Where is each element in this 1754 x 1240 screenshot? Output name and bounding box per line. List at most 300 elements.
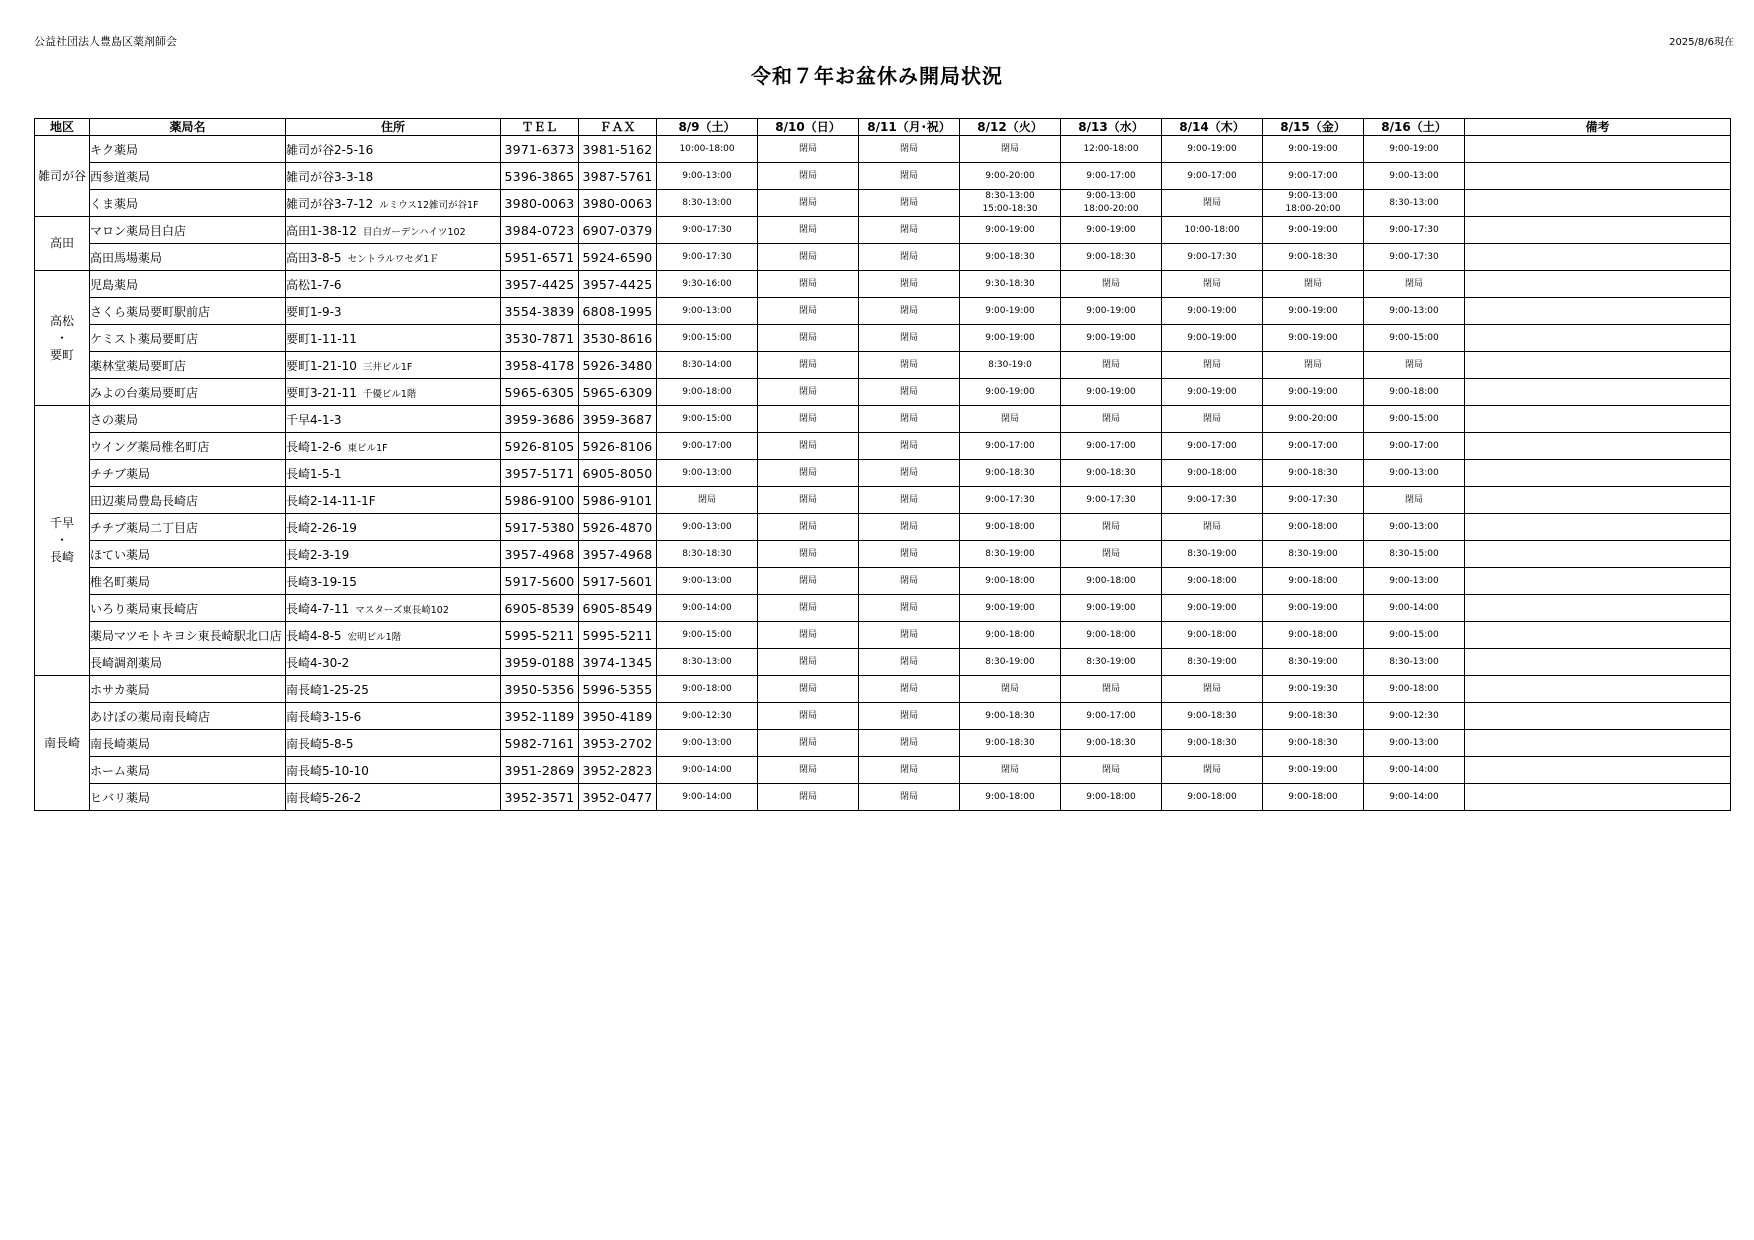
day-hours-cell: [960, 352, 1061, 379]
table-row: [35, 217, 1731, 244]
hours-text: 閉局: [1101, 548, 1120, 559]
note-cell: [1465, 703, 1731, 730]
day-hours-cell: [859, 487, 960, 514]
hours-text: 8:30-14:00: [682, 359, 732, 370]
day-hours-cell: [960, 244, 1061, 271]
pharmacy-name: ケミスト薬局要町店: [90, 325, 286, 352]
day-hours-cell: [1263, 352, 1364, 379]
hours-text: 10:00-18:00: [1184, 224, 1240, 235]
table-row: [35, 622, 1731, 649]
hours-text: 8:30-13:00: [1389, 197, 1439, 208]
note-cell: [1465, 460, 1731, 487]
day-hours-cell: [1162, 784, 1263, 811]
hours-text: 閉局: [1101, 683, 1120, 694]
hours-text: 9:00-18:00: [985, 791, 1035, 802]
day-hours-cell: [758, 703, 859, 730]
table-row: [35, 487, 1731, 514]
hours-text: 9:00-18:30: [1187, 710, 1237, 721]
day-hours-cell: [657, 136, 758, 163]
hours-text: 閉局: [1404, 278, 1423, 289]
day-hours-cell: [859, 541, 960, 568]
hours-text: 9:00-19:00: [1288, 224, 1338, 235]
tel-number: 3958-4178: [501, 352, 579, 379]
fax-number: 5926-3480: [579, 352, 657, 379]
hours-text: 閉局: [798, 170, 817, 181]
day-hours-cell: [1061, 325, 1162, 352]
tel-number: 3971-6373: [501, 136, 579, 163]
as-of-date: 2025/8/6現在: [1669, 37, 1734, 48]
hours-text: 9:00-17:30: [1288, 494, 1338, 505]
pharmacy-name: チチブ薬局二丁目店: [90, 514, 286, 541]
fax-number: 5917-5601: [579, 568, 657, 595]
table-row: [35, 406, 1731, 433]
day-hours-cell: [657, 649, 758, 676]
hours-text: 15:00-18:30: [982, 204, 1038, 214]
day-hours-cell: [657, 703, 758, 730]
area-cell: [35, 136, 90, 217]
hours-text: 閉局: [1202, 197, 1221, 208]
hours-text: 9:00-19:00: [985, 224, 1035, 235]
day-hours-cell: [1263, 271, 1364, 298]
day-hours-cell: [758, 379, 859, 406]
tel-number: 3951-2869: [501, 757, 579, 784]
table-row: [35, 163, 1731, 190]
hours-text: 9:00-17:30: [1187, 251, 1237, 262]
table-row: [35, 568, 1731, 595]
hours-text: 9:00-18:30: [985, 737, 1035, 748]
day-hours-cell: [1061, 244, 1162, 271]
fax-number: 3959-3687: [579, 406, 657, 433]
day-hours-cell: [1061, 703, 1162, 730]
hours-text: 9:00-18:00: [682, 386, 732, 397]
pharmacy-name: マロン薬局目白店: [90, 217, 286, 244]
day-hours-cell: [1263, 595, 1364, 622]
day-hours-cell: [1061, 541, 1162, 568]
day-hours-cell: [758, 757, 859, 784]
hours-text: 閉局: [1202, 359, 1221, 370]
hours-text: 9:30-18:30: [985, 278, 1035, 289]
hours-text: 閉局: [798, 332, 817, 343]
hours-text: 9:00-14:00: [1389, 602, 1439, 613]
day-hours-cell: [859, 595, 960, 622]
schedule-table: [34, 118, 1731, 811]
pharmacy-name: 長崎調剤薬局: [90, 649, 286, 676]
address: 要町1-11-11: [286, 331, 357, 346]
day-hours-cell: [1364, 784, 1465, 811]
day-hours-cell: [657, 541, 758, 568]
address-cell: [286, 541, 501, 568]
day-hours-cell: [1162, 406, 1263, 433]
table-row: [35, 379, 1731, 406]
day-hours-cell: [758, 271, 859, 298]
tel-number: 5917-5600: [501, 568, 579, 595]
pharmacy-name: 南長崎薬局: [90, 730, 286, 757]
day-hours-cell: [1061, 757, 1162, 784]
hours-text: 9:00-18:30: [985, 251, 1035, 262]
note-cell: [1465, 379, 1731, 406]
area-cell: [35, 217, 90, 271]
hours-text: 閉局: [1101, 521, 1120, 532]
hours-text: 閉局: [899, 737, 918, 748]
hours-text: 9:00-13:00: [1389, 521, 1439, 532]
header-cell: 住所: [286, 119, 501, 136]
fax-number: 5996-5355: [579, 676, 657, 703]
day-hours-cell: [859, 622, 960, 649]
day-hours-cell: [758, 568, 859, 595]
day-hours-cell: [758, 487, 859, 514]
day-hours-cell: [1364, 460, 1465, 487]
hours-text: 9:00-13:00: [682, 170, 732, 181]
day-hours-cell: [859, 190, 960, 217]
day-hours-cell: [1162, 703, 1263, 730]
table-row: [35, 730, 1731, 757]
area-cell: [35, 406, 90, 676]
hours-text: 9:00-13:00: [682, 575, 732, 586]
pharmacy-name: 西参道薬局: [90, 163, 286, 190]
fax-number: 3981-5162: [579, 136, 657, 163]
hours-text: 閉局: [798, 467, 817, 478]
address: 雑司が谷2-5-16: [286, 142, 374, 157]
hours-text: 9:00-19:00: [1086, 602, 1136, 613]
day-hours-cell: [1263, 703, 1364, 730]
pharmacy-name: ヒバリ薬局: [90, 784, 286, 811]
note-cell: [1465, 433, 1731, 460]
hours-text: 閉局: [1202, 521, 1221, 532]
page-title: 令和７年お盆休み開局状況: [751, 64, 1003, 88]
address-cell: [286, 487, 501, 514]
hours-text: 9:00-19:00: [1086, 386, 1136, 397]
hours-text: 9:00-13:00: [682, 467, 732, 478]
fax-number: 3957-4968: [579, 541, 657, 568]
day-hours-cell: [657, 379, 758, 406]
address-cell: [286, 190, 501, 217]
note-cell: [1465, 730, 1731, 757]
day-hours-cell: [1364, 730, 1465, 757]
table-row: [35, 676, 1731, 703]
hours-text: 9:00-19:00: [1288, 143, 1338, 154]
day-hours-cell: [960, 703, 1061, 730]
hours-text: 9:00-17:30: [1086, 494, 1136, 505]
hours-text: 9:00-14:00: [1389, 764, 1439, 775]
fax-number: 5924-6590: [579, 244, 657, 271]
day-hours-cell: [657, 217, 758, 244]
hours-text: 閉局: [899, 440, 918, 451]
hours-text: 閉局: [899, 575, 918, 586]
tel-number: 5982-7161: [501, 730, 579, 757]
pharmacy-name: ホーム薬局: [90, 757, 286, 784]
day-hours-cell: [1263, 460, 1364, 487]
day-hours-cell: [1162, 676, 1263, 703]
day-hours-cell: [1364, 163, 1465, 190]
fax-number: 3952-0477: [579, 784, 657, 811]
day-hours-cell: [1263, 433, 1364, 460]
hours-text: 8:30-19:00: [1187, 656, 1237, 667]
hours-text: 9:00-12:30: [1389, 710, 1439, 721]
note-cell: [1465, 487, 1731, 514]
fax-number: 3987-5761: [579, 163, 657, 190]
day-hours-cell: [657, 190, 758, 217]
day-hours-cell: [758, 460, 859, 487]
day-hours-cell: [1162, 352, 1263, 379]
hours-text: 9:00-13:00: [1389, 305, 1439, 316]
hours-text: 9:00-19:00: [985, 332, 1035, 343]
tel-number: 3980-0063: [501, 190, 579, 217]
day-hours-cell: [1263, 541, 1364, 568]
pharmacy-name: 薬林堂薬局要町店: [90, 352, 286, 379]
day-hours-cell: [1061, 163, 1162, 190]
hours-text: 9:00-13:00: [1086, 191, 1136, 201]
address: 長崎2-26-19: [286, 520, 357, 535]
day-hours-cell: [960, 757, 1061, 784]
day-hours-cell: [1263, 298, 1364, 325]
hours-text: 閉局: [1000, 143, 1019, 154]
note-cell: [1465, 244, 1731, 271]
hours-text: 閉局: [798, 683, 817, 694]
fax-number: 6905-8050: [579, 460, 657, 487]
pharmacy-name: くま薬局: [90, 190, 286, 217]
hours-text: 閉局: [899, 656, 918, 667]
address-building: 千優ビル1階: [362, 388, 417, 400]
table-row: [35, 244, 1731, 271]
header-cell: ＦＡＸ: [579, 119, 657, 136]
note-cell: [1465, 217, 1731, 244]
day-hours-cell: [960, 433, 1061, 460]
hours-text: 9:00-17:30: [682, 251, 732, 262]
fax-number: 6905-8549: [579, 595, 657, 622]
day-hours-cell: [859, 703, 960, 730]
day-hours-cell: [859, 757, 960, 784]
hours-text: 閉局: [798, 413, 817, 424]
hours-text: 9:00-15:00: [1389, 332, 1439, 343]
tel-number: 5965-6305: [501, 379, 579, 406]
header-cell: 8/12（火）: [960, 119, 1061, 136]
day-hours-cell: [859, 784, 960, 811]
day-hours-cell: [758, 514, 859, 541]
day-hours-cell: [1061, 298, 1162, 325]
address: 南長崎1-25-25: [286, 682, 369, 697]
fax-number: 6808-1995: [579, 298, 657, 325]
hours-text: 9:00-17:30: [1389, 224, 1439, 235]
hours-text: 9:00-19:00: [1288, 764, 1338, 775]
tel-number: 5951-6571: [501, 244, 579, 271]
fax-number: 3530-8616: [579, 325, 657, 352]
hours-text: 9:00-18:30: [1288, 710, 1338, 721]
day-hours-cell: [1162, 460, 1263, 487]
hours-text: 9:00-19:00: [985, 305, 1035, 316]
day-hours-cell: [1364, 757, 1465, 784]
address-cell: [286, 163, 501, 190]
note-cell: [1465, 676, 1731, 703]
day-hours-cell: [1061, 460, 1162, 487]
day-hours-cell: [859, 676, 960, 703]
address-cell: [286, 514, 501, 541]
hours-text: 9:00-12:30: [682, 710, 732, 721]
table-row: [35, 271, 1731, 298]
hours-text: 9:00-19:00: [1187, 143, 1237, 154]
day-hours-cell: [1263, 190, 1364, 217]
day-hours-cell: [1162, 217, 1263, 244]
hours-text: 9:00-13:00: [682, 521, 732, 532]
note-cell: [1465, 622, 1731, 649]
hours-text: 閉局: [798, 494, 817, 505]
header-row: [35, 119, 1731, 136]
table-row: [35, 136, 1731, 163]
tel-number: 3984-0723: [501, 217, 579, 244]
hours-text: 9:00-18:30: [985, 710, 1035, 721]
hours-text: 9:00-17:00: [1086, 170, 1136, 181]
day-hours-cell: [657, 622, 758, 649]
pharmacy-name: チチブ薬局: [90, 460, 286, 487]
note-cell: [1465, 352, 1731, 379]
day-hours-cell: [1061, 406, 1162, 433]
hours-text: 9:00-17:00: [1086, 440, 1136, 451]
hours-text: 9:00-19:00: [985, 386, 1035, 397]
schedule-body: [35, 136, 1731, 811]
fax-number: 3953-2702: [579, 730, 657, 757]
fax-number: 5965-6309: [579, 379, 657, 406]
day-hours-cell: [1061, 190, 1162, 217]
day-hours-cell: [960, 784, 1061, 811]
note-cell: [1465, 784, 1731, 811]
hours-text: 9:00-17:30: [682, 224, 732, 235]
hours-text: 閉局: [798, 278, 817, 289]
day-hours-cell: [1263, 325, 1364, 352]
hours-text: 8:30-19:00: [1288, 656, 1338, 667]
day-hours-cell: [960, 595, 1061, 622]
day-hours-cell: [657, 460, 758, 487]
hours-text: 閉局: [899, 332, 918, 343]
address-building: 三井ビル1F: [362, 361, 413, 373]
day-hours-cell: [960, 136, 1061, 163]
hours-text: 閉局: [798, 629, 817, 640]
address: 長崎2-3-19: [286, 547, 350, 562]
note-cell: [1465, 271, 1731, 298]
table-row: [35, 352, 1731, 379]
day-hours-cell: [859, 514, 960, 541]
address: 長崎3-19-15: [286, 574, 357, 589]
day-hours-cell: [657, 487, 758, 514]
address: 千早4-1-3: [286, 412, 342, 427]
area-cell: [35, 271, 90, 406]
day-hours-cell: [1162, 271, 1263, 298]
hours-text: 8:30-18:30: [682, 548, 732, 559]
hours-text: 閉局: [1101, 278, 1120, 289]
day-hours-cell: [1364, 541, 1465, 568]
hours-text: 閉局: [899, 197, 918, 208]
pharmacy-name: 田辺薬局豊島長崎店: [90, 487, 286, 514]
day-hours-cell: [657, 406, 758, 433]
address: 長崎4-7-11: [286, 601, 350, 616]
fax-number: 3950-4189: [579, 703, 657, 730]
hours-text: 9:00-19:00: [1288, 386, 1338, 397]
hours-text: 閉局: [798, 575, 817, 586]
day-hours-cell: [960, 514, 1061, 541]
hours-text: 9:00-13:00: [1389, 737, 1439, 748]
hours-text: 9:00-19:00: [1187, 386, 1237, 397]
day-hours-cell: [657, 784, 758, 811]
address: 南長崎5-8-5: [286, 736, 354, 751]
hours-text: 9:00-18:30: [1288, 467, 1338, 478]
day-hours-cell: [960, 406, 1061, 433]
address: 南長崎5-10-10: [286, 763, 369, 778]
address: 高田3-8-5: [286, 250, 342, 265]
hours-text: 閉局: [798, 656, 817, 667]
hours-text: 閉局: [899, 548, 918, 559]
hours-text: 閉局: [798, 224, 817, 235]
table-row: [35, 514, 1731, 541]
day-hours-cell: [657, 514, 758, 541]
day-hours-cell: [1263, 568, 1364, 595]
hours-text: 9:00-18:30: [1086, 467, 1136, 478]
address-cell: [286, 352, 501, 379]
hours-text: 閉局: [899, 170, 918, 181]
day-hours-cell: [1263, 676, 1364, 703]
tel-number: 3957-5171: [501, 460, 579, 487]
table-row: [35, 703, 1731, 730]
hours-text: 閉局: [899, 143, 918, 154]
area-cell: [35, 676, 90, 811]
hours-text: 9:00-17:00: [1288, 170, 1338, 181]
tel-number: 3957-4968: [501, 541, 579, 568]
hours-text: 9:00-19:00: [1288, 305, 1338, 316]
hours-text: 閉局: [798, 386, 817, 397]
address: 高田1-38-12: [286, 223, 357, 238]
day-hours-cell: [960, 568, 1061, 595]
fax-number: 3980-0063: [579, 190, 657, 217]
hours-text: 閉局: [798, 440, 817, 451]
hours-text: 9:00-18:30: [1086, 251, 1136, 262]
day-hours-cell: [1364, 406, 1465, 433]
hours-text: 9:00-19:00: [985, 602, 1035, 613]
pharmacy-name: キク薬局: [90, 136, 286, 163]
day-hours-cell: [1263, 730, 1364, 757]
day-hours-cell: [758, 649, 859, 676]
header-cell: 8/14（木）: [1162, 119, 1263, 136]
hours-text: 閉局: [798, 305, 817, 316]
tel-number: 3554-3839: [501, 298, 579, 325]
hours-text: 9:00-17:00: [1187, 440, 1237, 451]
hours-text: 9:00-17:30: [1187, 494, 1237, 505]
address: 高松1-7-6: [286, 277, 342, 292]
hours-text: 9:00-18:00: [1187, 467, 1237, 478]
hours-text: 9:00-17:30: [985, 494, 1035, 505]
day-hours-cell: [960, 271, 1061, 298]
fax-number: 3952-2823: [579, 757, 657, 784]
hours-text: 10:00-18:00: [679, 143, 735, 154]
header-cell: 地区: [35, 119, 90, 136]
hours-text: 閉局: [899, 521, 918, 532]
hours-text: 9:00-18:00: [1389, 683, 1439, 694]
hours-text: 18:00-20:00: [1285, 204, 1341, 214]
fax-number: 5926-4870: [579, 514, 657, 541]
hours-text: 9:00-14:00: [1389, 791, 1439, 802]
day-hours-cell: [1263, 757, 1364, 784]
fax-number: 3974-1345: [579, 649, 657, 676]
day-hours-cell: [960, 622, 1061, 649]
address-cell: [286, 325, 501, 352]
day-hours-cell: [1162, 433, 1263, 460]
hours-text: 9:00-17:00: [1288, 440, 1338, 451]
tel-number: 3530-7871: [501, 325, 579, 352]
fax-number: 6907-0379: [579, 217, 657, 244]
hours-text: 閉局: [899, 386, 918, 397]
day-hours-cell: [1061, 568, 1162, 595]
day-hours-cell: [1162, 379, 1263, 406]
tel-number: 5917-5380: [501, 514, 579, 541]
pharmacy-name: ホサカ薬局: [90, 676, 286, 703]
hours-text: 8:30-19:00: [985, 548, 1035, 559]
day-hours-cell: [1162, 568, 1263, 595]
